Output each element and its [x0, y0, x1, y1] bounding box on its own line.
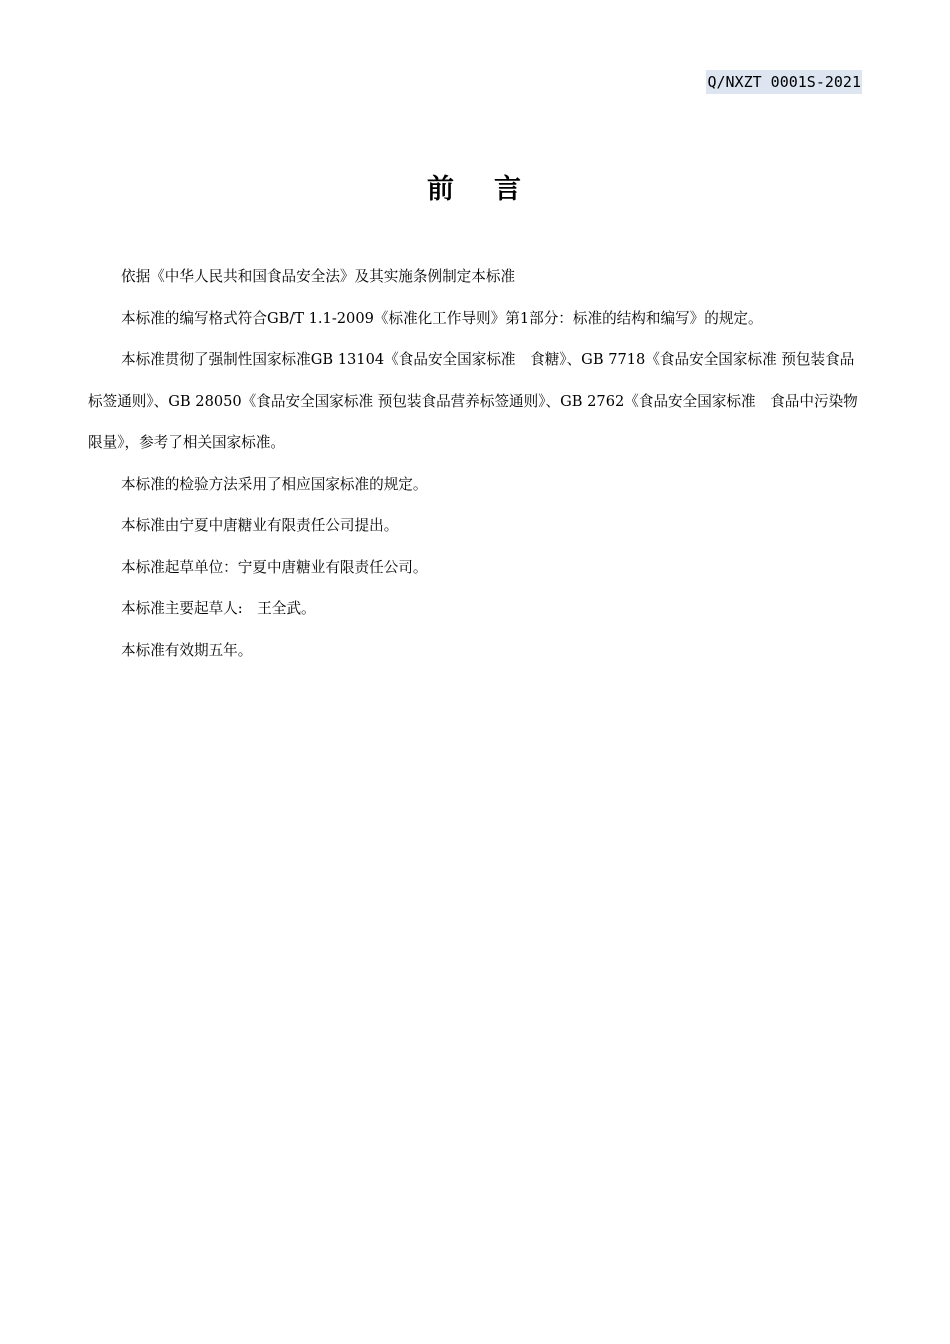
paragraph-legal-basis: 依据《中华人民共和国食品安全法》及其实施条例制定本标准: [121, 268, 516, 285]
paragraph-standards: 本标准贯彻了强制性国家标准GB 13104《食品安全国家标准 食糖》、GB 7718《食品安全国家标准 预包装食品标签通则》、GB 28050《食品安全国家标准 预包装食品营养标签通则》、GB 2762《食品安全国家标准 食品中污染物限量》，参考了相关国家标准。: [88, 351, 858, 451]
paragraph-validity: 本标准有效期五年。: [121, 641, 253, 659]
title-char-1: 前: [427, 174, 456, 205]
paragraph-drafter: 本标准主要起草人: 王全武。: [121, 600, 316, 617]
foreword-body: [88, 256, 866, 671]
page-title: [0, 170, 950, 210]
paragraph-proposer: 本标准由宁夏中唐糖业有限责任公司提出。: [121, 517, 399, 534]
paragraph-format: 本标准的编写格式符合GB/T 1.1-2009《标准化工作导则》第1部分：标准的结构和编写》的规定。: [121, 309, 763, 327]
paragraph-test-methods: 本标准的检验方法采用了相应国家标准的规定。: [121, 475, 428, 493]
paragraph-drafting-unit: 本标准起草单位：宁夏中唐糖业有限责任公司。: [121, 558, 428, 576]
document-code: Q/NXZT 0001S-2021: [706, 70, 862, 94]
title-char-2: 言: [494, 174, 523, 205]
